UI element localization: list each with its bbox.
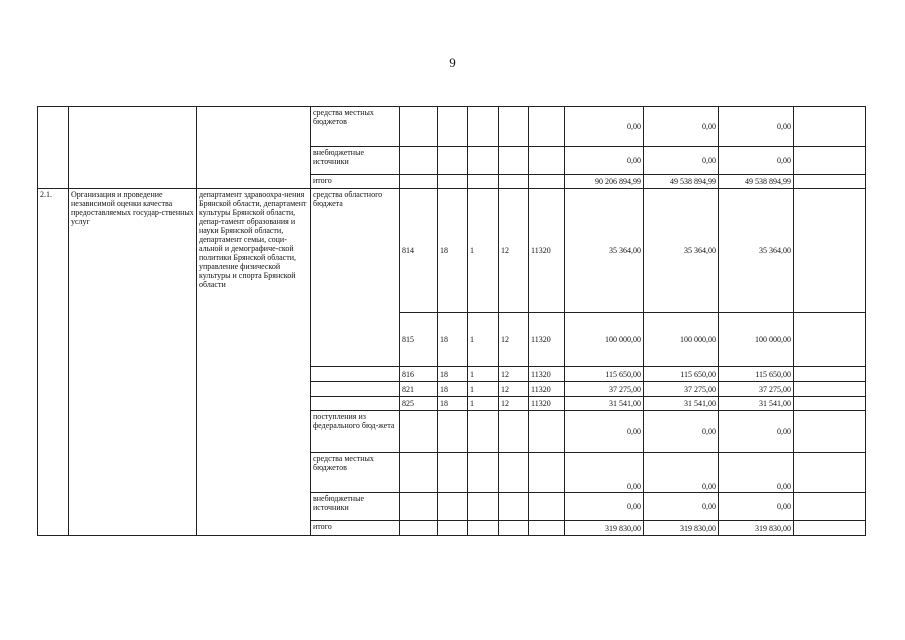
total-cell: 90 206 894,99 [565, 175, 644, 189]
grbs-cell: 816 [400, 367, 438, 382]
cs-cell: 12 [499, 367, 529, 382]
code-cell: 11320 [529, 189, 565, 313]
value-cell: 37 275,00 [565, 382, 644, 397]
total-cell: 49 538 894,99 [719, 175, 794, 189]
source-cell: средства местных бюджетов [311, 453, 400, 493]
value-cell: 0,00 [719, 493, 794, 521]
pr-cell: 1 [468, 367, 499, 382]
source-cell: средства местных бюджетов [311, 107, 400, 147]
value-cell: 37 275,00 [719, 382, 794, 397]
value-cell: 0,00 [565, 453, 644, 493]
rz-cell: 18 [438, 189, 468, 313]
cs-cell: 12 [499, 382, 529, 397]
value-cell: 31 541,00 [644, 397, 719, 411]
source-cell: итого [311, 521, 400, 536]
cs-cell: 12 [499, 313, 529, 367]
value-cell: 0,00 [565, 147, 644, 175]
item-executor: департамент здравоохра-нения Брянской области, департамент культуры Брянской области, депар-тамент образования и науки Брянской области, департамент семьи, соци-альной и демографиче-ской политики Брянской области, управление физической культуры и спорта Брянской области [197, 189, 311, 536]
value-cell: 100 000,00 [565, 313, 644, 367]
value-cell: 35 364,00 [644, 189, 719, 313]
cs-cell: 12 [499, 189, 529, 313]
value-cell: 115 650,00 [644, 367, 719, 382]
rz-cell: 18 [438, 397, 468, 411]
value-cell: 0,00 [644, 147, 719, 175]
value-cell: 0,00 [565, 411, 644, 453]
item-number: 2.1. [38, 189, 69, 536]
executor-cell [197, 107, 311, 189]
total-cell: 319 830,00 [565, 521, 644, 536]
value-cell: 0,00 [644, 453, 719, 493]
source-cell: внебюджетные источники [311, 493, 400, 521]
grbs-cell: 821 [400, 382, 438, 397]
rz-cell: 18 [438, 313, 468, 367]
value-cell: 0,00 [719, 453, 794, 493]
value-cell: 35 364,00 [565, 189, 644, 313]
source-cell: поступления из федерального бюд-жета [311, 411, 400, 453]
value-cell: 0,00 [644, 107, 719, 147]
value-cell: 0,00 [565, 107, 644, 147]
source-cell: внебюджетные источники [311, 147, 400, 175]
grbs-cell: 825 [400, 397, 438, 411]
source-cell: средства областного бюджета [311, 189, 400, 367]
table-row [38, 107, 866, 147]
pr-cell: 1 [468, 382, 499, 397]
value-cell: 100 000,00 [719, 313, 794, 367]
item-name: Организация и проведение независимой оценки качества предоставляемых государ-ственных услуг [69, 189, 197, 536]
total-cell: 49 538 894,99 [644, 175, 719, 189]
page-number: 9 [449, 55, 456, 70]
code-cell: 11320 [529, 313, 565, 367]
value-cell: 35 364,00 [719, 189, 794, 313]
value-cell: 0,00 [719, 411, 794, 453]
budget-table [37, 106, 866, 536]
value-cell: 0,00 [565, 493, 644, 521]
value-cell: 37 275,00 [644, 382, 719, 397]
pr-cell: 1 [468, 313, 499, 367]
value-cell: 115 650,00 [565, 367, 644, 382]
value-cell: 0,00 [719, 107, 794, 147]
grbs-cell: 814 [400, 189, 438, 313]
rz-cell: 18 [438, 367, 468, 382]
code-cell: 11320 [529, 382, 565, 397]
rz-cell: 18 [438, 382, 468, 397]
source-cell: итого [311, 175, 400, 189]
cs-cell: 12 [499, 397, 529, 411]
pr-cell: 1 [468, 189, 499, 313]
value-cell: 0,00 [644, 493, 719, 521]
pr-cell: 1 [468, 397, 499, 411]
value-cell: 0,00 [644, 411, 719, 453]
total-cell: 319 830,00 [644, 521, 719, 536]
value-cell: 31 541,00 [719, 397, 794, 411]
value-cell: 100 000,00 [644, 313, 719, 367]
code-cell: 11320 [529, 397, 565, 411]
name-cell [69, 107, 197, 189]
value-cell: 0,00 [719, 147, 794, 175]
code-cell: 11320 [529, 367, 565, 382]
value-cell: 115 650,00 [719, 367, 794, 382]
grbs-cell: 815 [400, 313, 438, 367]
value-cell: 31 541,00 [565, 397, 644, 411]
table-row [38, 189, 866, 313]
number-cell [38, 107, 69, 189]
total-cell: 319 830,00 [719, 521, 794, 536]
